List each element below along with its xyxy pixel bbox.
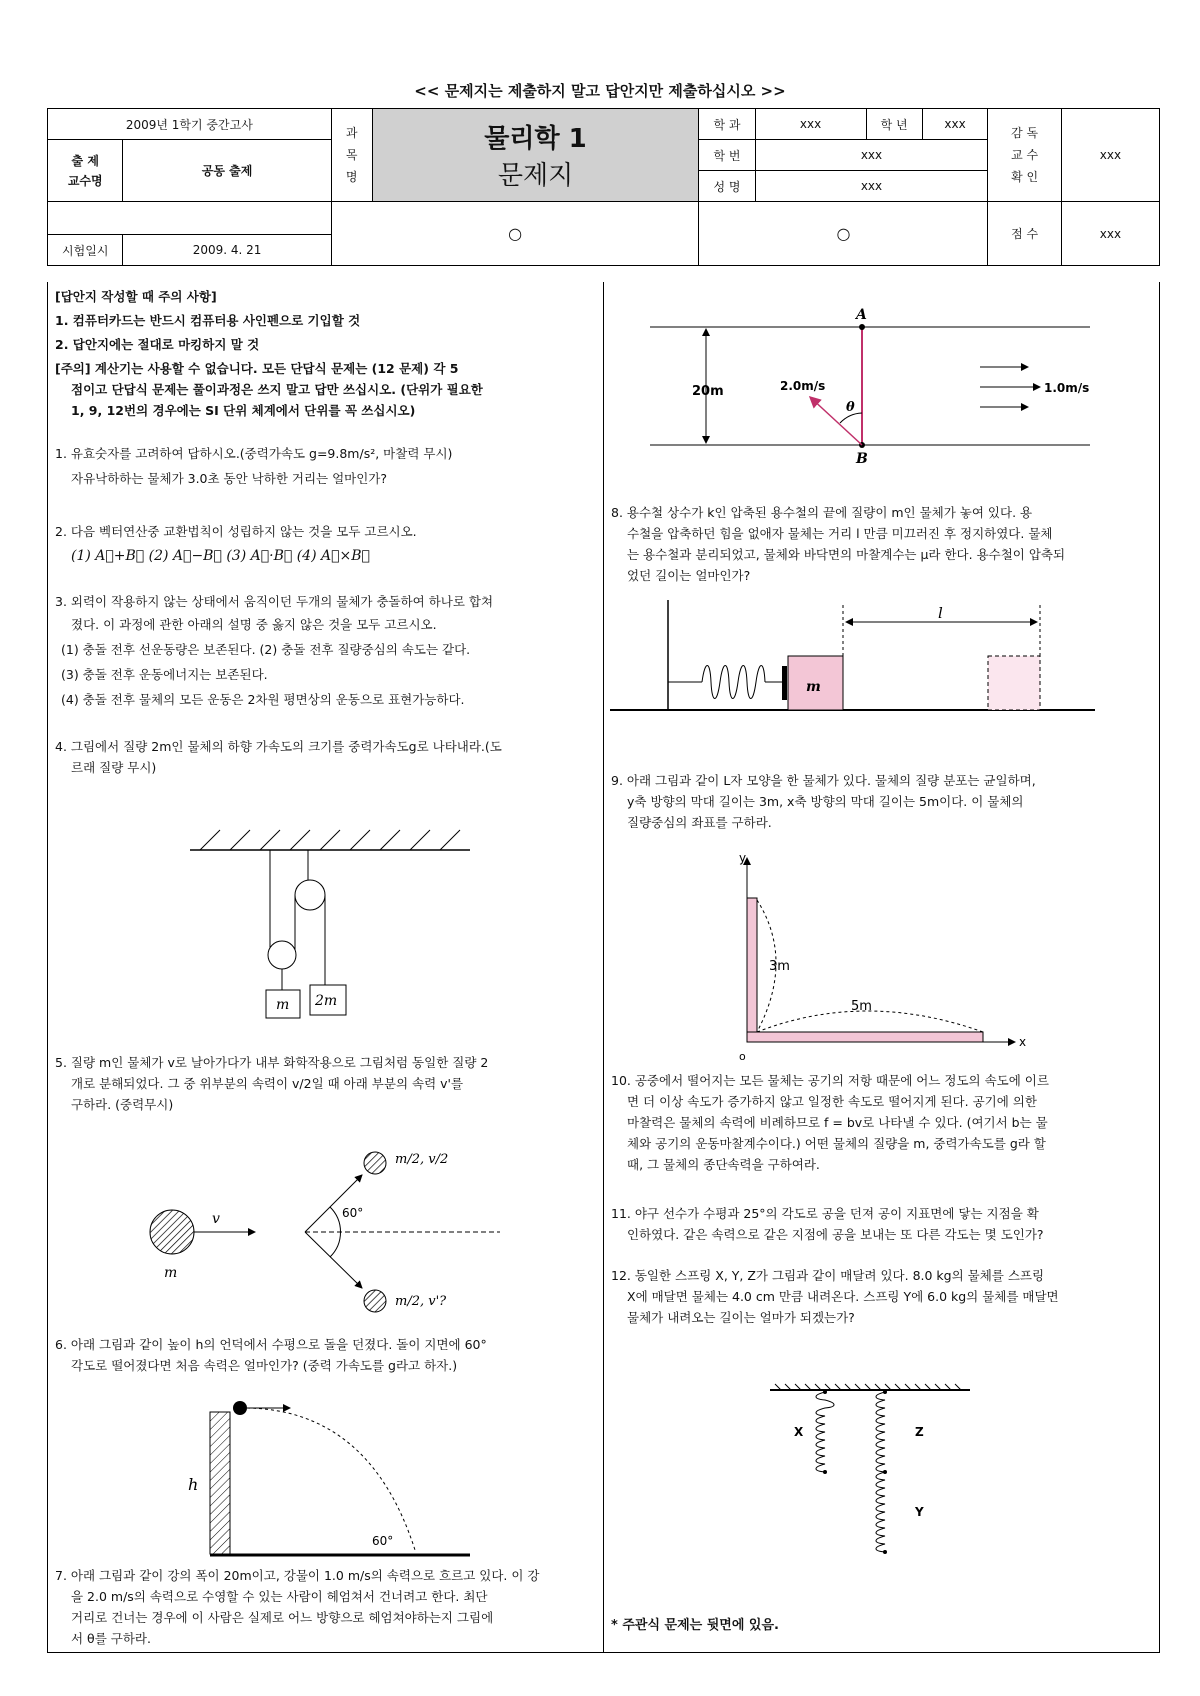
q5-text-3: 구하라. (중력무시) [71,1097,174,1112]
q7-river-figure [650,305,1110,465]
caution-1: 1. 컴퓨터카드는 반드시 컴퓨터용 사인펜으로 기입할 것 [55,313,361,328]
q9-label-5m: 5m [851,999,872,1014]
q8-spring-figure [610,600,1100,720]
grade-label: 학 년 [866,109,922,140]
date-value: 2009. 4. 21 [123,235,331,266]
q10-text-5: 때, 그 물체의 종단속력을 구하여라. [627,1157,820,1172]
q12-text-3: 물체가 내려오는 길이는 얼마가 되겠는가? [627,1310,855,1325]
q9-text-2: y축 방향의 막대 길이는 3m, x축 방향의 막대 길이는 5m이다. 이 물체의 [627,794,1024,809]
q8-text-2: 수철을 압축하던 힘을 없애자 물체는 거리 l 만큼 미끄러진 후 정지하였다. 물체 [627,526,1053,541]
q5-bottom-label: m/2, v'? [395,1294,447,1309]
prof-value: 공동 출제 [123,140,331,202]
date-label: 시험일시 [48,235,123,266]
q7-swim-label: 2.0m/s [780,379,826,393]
q6-angle: 60° [372,1534,394,1548]
id-value: xxx [755,140,988,171]
q6-text-2: 각도로 떨어졌다면 처음 속력은 얼마인가? (중력 가속도를 g라고 하자.) [71,1358,458,1373]
blank-cell [48,202,332,235]
q2-options: (1) A⃗+B⃗ (2) A⃗−B⃗ (3) A⃗·B⃗ (4) A⃗×B⃗ [71,548,370,564]
dept-label: 학 과 [699,109,755,140]
score-value: xxx [1061,202,1159,266]
q7-theta: θ [846,400,855,415]
q9-label-y: y [739,851,747,865]
q11-text-2: 인하였다. 같은 속력으로 같은 지점에 공을 보내는 또 다른 각도는 몇 도인가? [627,1227,1044,1242]
left-column-b [55,1052,595,1115]
right-column-c [611,1070,1156,1328]
right-column-a [611,502,1156,586]
notice: << 문제지는 제출하지 말고 답안지만 제출하십시오 >> [414,82,786,100]
dept-value: xxx [755,109,866,140]
q2-text: 2. 다음 벡터연산중 교환법칙이 성립하지 않는 것을 모두 고르시오. [55,524,417,539]
q9-label-3m: 3m [769,959,790,974]
q10-text-3: 마찰력은 물체의 속력에 비례하므로 f = bv로 나타낼 수 있다. (여기서 b는 물 [627,1115,1048,1130]
q5-label-v: v [212,1211,220,1227]
q1-text: 1. 유효숫자를 고려하여 답하시오.(중력가속도 g=9.8m/s², 마찰력 무시) [55,446,453,461]
paper-title: 물리학 1 문제지 [372,109,699,202]
q11-text: 11. 야구 선수가 수평과 25°의 각도로 공을 던져 공이 지표면에 닿는 지점을 확 [611,1206,1039,1221]
name-label: 성 명 [699,171,755,202]
q7-label-B: B [856,451,868,467]
footer-note: * 주관식 문제는 뒷면에 있음. [611,1618,779,1633]
q7-label-A: A [856,307,867,323]
note-3: 1, 9, 12번의 경우에는 SI 단위 체계에서 단위를 꼭 쓰십시오) [71,403,416,418]
q7-text-2: 을 2.0 m/s의 속력으로 수영할 수 있는 사람이 헤엄쳐서 건너려고 한다. 최단 [71,1589,488,1604]
q6-text: 6. 아래 그림과 같이 높이 h의 언덕에서 수평으로 돌을 던졌다. 돌이 지면에 60° [55,1337,487,1352]
q3-option-1-2: (1) 충돌 전후 선운동량은 보존된다. (2) 충돌 전후 질량중심의 속도는 같다. [61,642,471,657]
caution-2: 2. 답안지에는 절대로 마킹하지 말 것 [55,337,260,352]
q9-label-x: x [1019,1035,1027,1049]
q4-label-2m: 2m [315,993,338,1009]
score-label: 점 수 [988,202,1061,266]
id-label: 학 번 [699,140,755,171]
note-1: [주의] 계산기는 사용할 수 없습니다. 모든 단답식 문제는 (12 문제) 각 5 [55,361,459,376]
prof-label: 출 제 교수명 [48,140,123,202]
q5-top-label: m/2, v/2 [395,1152,449,1167]
q3-option-3: (3) 충돌 전후 운동에너지는 보존된다. [61,667,268,682]
q7-flow-label: 1.0m/s [1044,381,1090,395]
q10-text: 10. 공중에서 떨어지는 모든 물체는 공기의 저항 때문에 어느 정도의 속도에 이르 [611,1073,1049,1088]
q12-label-Z: Z [915,1425,924,1439]
note-2: 점이고 단답식 문제는 풀이과정은 쓰지 말고 답만 쓰십시오. (단위가 필요한 [71,382,483,397]
q7-text-3: 거리로 건너는 경우에 이 사람은 실제로 어느 방향으로 헤엄쳐야하는지 그림에 [71,1610,494,1625]
q12-label-Y: Y [915,1505,924,1519]
q12-text: 12. 동일한 스프링 X, Y, Z가 그림과 같이 매달려 있다. 8.0 kg의 물체를 스프링 [611,1268,1045,1283]
left-column-c [55,1334,595,1376]
q6-cliff-figure [180,1400,480,1560]
q9-label-o: o [739,1050,746,1063]
left-column [55,286,595,778]
q4-label-m: m [276,997,290,1013]
q5-label-m: m [164,1265,178,1281]
q12-springs-figure [770,1380,1010,1580]
q9-text: 9. 아래 그림과 같이 L자 모양을 한 물체가 있다. 물체의 질량 분포는 균일하며, [611,773,1036,788]
q8-text-3: 는 용수철과 분리되었고, 물체와 바닥면의 마찰계수는 μ라 한다. 용수철이 압축되 [627,547,1066,562]
q10-text-2: 면 더 이상 속도가 증가하지 않고 일정한 속도로 떨어지게 된다. 공기에 의한 [627,1094,1037,1109]
cautions-title: [답안지 작성할 때 주의 사항] [55,289,217,304]
q12-label-X: X [794,1425,804,1439]
q4-text: 4. 그림에서 질량 2m인 물체의 하향 가속도의 크기를 중력가속도g로 나타내라.(도 [55,739,502,754]
q5-angle: 60° [342,1206,364,1220]
left-column-d [55,1565,595,1649]
q10-text-4: 체와 공기의 운동마찰계수이다.) 어떤 물체의 질량을 m, 중력가속도를 g라 할 [627,1136,1046,1151]
q3-text-2: 졌다. 이 과정에 관한 아래의 설명 중 옳지 않은 것을 모두 고르시오. [71,617,437,632]
q5-split-figure [130,1125,530,1315]
q8-label-m: m [806,679,821,695]
circle-2: ○ [699,202,988,266]
right-column-b [611,770,1156,833]
q6-label-h: h [188,1475,199,1494]
q3-text: 3. 외력이 작용하지 않는 상태에서 움직이던 두개의 물체가 충돌하여 하나로 합쳐 [55,594,494,609]
grade-value: xxx [922,109,988,140]
q3-option-4: (4) 충돌 전후 물체의 모든 운동은 2차원 평면상의 운동으로 표현가능하다. [61,692,465,707]
q12-text-2: X에 매달면 물체는 4.0 cm 만큼 내려온다. 스프링 Y에 6.0 kg의 물체를 매달면 [627,1289,1059,1304]
q7-text: 7. 아래 그림과 같이 강의 폭이 20m이고, 강물이 1.0 m/s의 속력으로 흐르고 있다. 이 강 [55,1568,540,1583]
q7-text-4: 서 θ를 구하라. [71,1631,151,1646]
q1-text-2: 자유낙하하는 물체가 3.0초 동안 낙하한 거리는 얼마인가? [71,471,388,486]
q9-lshape-figure [725,850,1035,1063]
exam-title: 2009년 1학기 중간고사 [48,109,332,140]
q8-label-l: l [938,604,943,622]
name-value: xxx [755,171,988,202]
q8-text: 8. 용수철 상수가 k인 압축된 용수철의 끝에 질량이 m인 물체가 놓여 있다. 용 [611,505,1033,520]
q7-width-label: 20m [692,384,724,399]
column-divider [603,282,604,1653]
q5-text-2: 개로 분해되었다. 그 중 위부분의 속력이 v/2일 때 아래 부분의 속력 v'를 [71,1076,464,1091]
circle-1: ○ [331,202,699,266]
q9-text-3: 질량중심의 좌표를 구하라. [627,815,772,830]
subject-label: 과 목 명 [331,109,372,202]
header-table [47,108,1160,266]
q4-text-2: 르래 질량 무시) [71,760,157,775]
supervisor-label: 감 독 교 수 확 인 [988,109,1061,202]
q4-pulley-figure [190,835,490,1025]
q5-text: 5. 질량 m인 물체가 v로 날아가다가 내부 화학작용으로 그림처럼 동일한 질량 2 [55,1055,489,1070]
q8-text-4: 었던 길이는 얼마인가? [627,568,751,583]
supervisor-value: xxx [1061,109,1159,202]
